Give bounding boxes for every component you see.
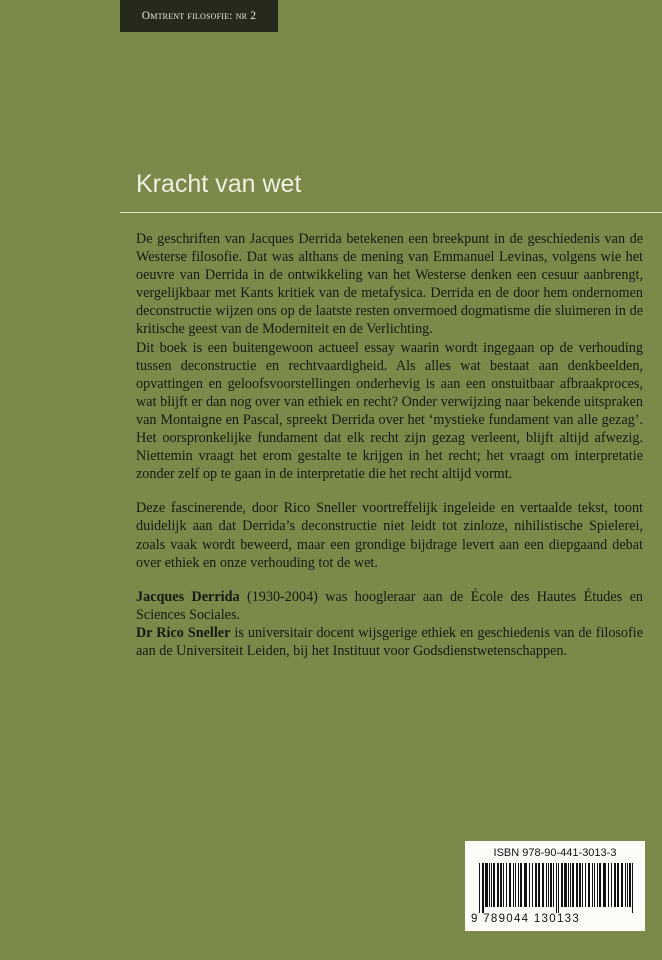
barcode-bar [503, 863, 504, 907]
barcode-bar [632, 863, 633, 913]
barcode-bar [485, 863, 488, 907]
barcode-bar [489, 863, 490, 907]
barcode-bar [479, 863, 480, 913]
barcode-bar [529, 863, 530, 907]
barcode-bar [515, 863, 516, 907]
barcode-bar [627, 863, 628, 907]
title-divider [120, 212, 662, 213]
barcode-bar [579, 863, 581, 907]
barcode-bar [548, 863, 549, 907]
barcode-bar [570, 863, 571, 907]
barcode-bar [535, 863, 537, 907]
barcode-bar [558, 863, 559, 913]
barcode-bar [509, 863, 511, 907]
translation-paragraph: Deze fascinerende, door Rico Sneller voortreffelijk ingeleide en vertaalde tekst, toont duidelijk aan dat Derrida’s deconstructie niet leidt tot zinloze, nihilistische Spielerei, zoals vaak wordt beweerd, maar een grondige bijdrage levert aan een diepgaand debat over ethiek en onze verhouding tot de wet. [136, 500, 643, 571]
barcode-bar [625, 863, 626, 907]
barcode-bar [518, 863, 519, 907]
book-title: Kracht van wet [136, 170, 302, 198]
barcode-bar [629, 863, 631, 907]
barcode-bar [585, 863, 586, 907]
translator-name: Dr Rico Sneller [136, 624, 231, 641]
barcode-bar [611, 863, 612, 907]
isbn-barcode [465, 841, 645, 931]
barcode-bar [542, 863, 544, 907]
barcode-bar [621, 863, 623, 907]
barcode-bar [550, 863, 552, 907]
author-bio-text: (1930-2004) was hoogleraar aan de École des Hautes Études en Sciences Sociales. [136, 588, 643, 623]
barcode-bar [546, 863, 547, 907]
barcode-bar [582, 863, 583, 907]
barcode-bar [603, 863, 606, 907]
essay-paragraph: Dit boek is een buitengewoon actueel essay waarin wordt ingegaan op de verhouding tussen deconstructie en rechtvaardigheid. Als alles wat bestaat aan denkbeelden, opvattingen en geloofsvoorstellingen onderhevig is aan een onstuitbaar afbraakproces, wat blijft er dan nog over van ethiek en recht? Onder verwijzing naar bekende uitspraken van Montaigne en Pascal, spreekt Derrida over het ‘mystieke fundament van alle gezag’. Het oorspronkelijke fundament dat elk recht zijn gezag verleent, blijft altijd afwezig. Niettemin vraagt het erom gestalte te krijgen in het recht; het vraagt om interpretatie zonder zelf op te gaan in de interpretatie die het recht altijd vormt. [136, 339, 643, 483]
barcode-bar [532, 863, 533, 907]
barcode-bar [572, 863, 574, 907]
author-bio [136, 588, 643, 624]
author-name: Jacques Derrida [136, 588, 240, 605]
translator-bio [136, 624, 643, 660]
barcode-bar [500, 863, 502, 907]
barcode-bar [513, 863, 514, 907]
barcode-bar [553, 863, 554, 907]
barcode-bar [556, 863, 557, 913]
barcode-bar [614, 863, 616, 907]
isbn-label: ISBN 978-90-441-3013-3 [493, 847, 617, 859]
back-cover-text [136, 230, 643, 660]
barcode-bar [592, 863, 593, 907]
barcode-bar [561, 863, 563, 907]
barcode-digits: 9 789044 130133 [471, 913, 581, 925]
barcode-bar [608, 863, 609, 907]
barcode-bar [482, 863, 484, 913]
barcode-bar [520, 863, 522, 907]
barcode-bar [588, 863, 590, 907]
barcode-bar [491, 863, 492, 907]
barcode-bar [568, 863, 569, 907]
barcode-bar [497, 863, 499, 907]
barcode-bar [538, 863, 540, 907]
barcode-bar [493, 863, 495, 907]
barcode-icon [479, 863, 635, 913]
barcode-bar [506, 863, 507, 907]
barcode-bar [576, 863, 578, 907]
barcode-bar [524, 863, 527, 907]
barcode-bar [599, 863, 601, 907]
series-label: Omtrent filosofie: nr 2 [120, 0, 278, 32]
barcode-bar [594, 863, 595, 907]
translator-bio-text: is universitair docent wijsgerige ethiek en geschiedenis van de filosofie aan de Universiteit Leiden, bij het Instituut voor Godsdienstwetenschappen. [136, 624, 643, 659]
barcode-bar [617, 863, 619, 907]
intro-paragraph: De geschriften van Jacques Derrida betekenen een breekpunt in de geschiedenis van de Westerse filosofie. Dat was althans de mening van Emmanuel Levinas, volgens wie het oeuvre van Derrida in de ontwikkeling van het Westerse denken een cesuur aanbrengt, vergelijkbaar met Kants kritiek van de metafysica. Derrida en de door hem ondernomen deconstructie wijzen ons op de laatste resten onvermoed dogmatisme die sluimeren in de kritische geest van de Moderniteit en de Verlichting. [136, 231, 643, 338]
barcode-bar [597, 863, 598, 907]
barcode-bar [564, 863, 567, 907]
